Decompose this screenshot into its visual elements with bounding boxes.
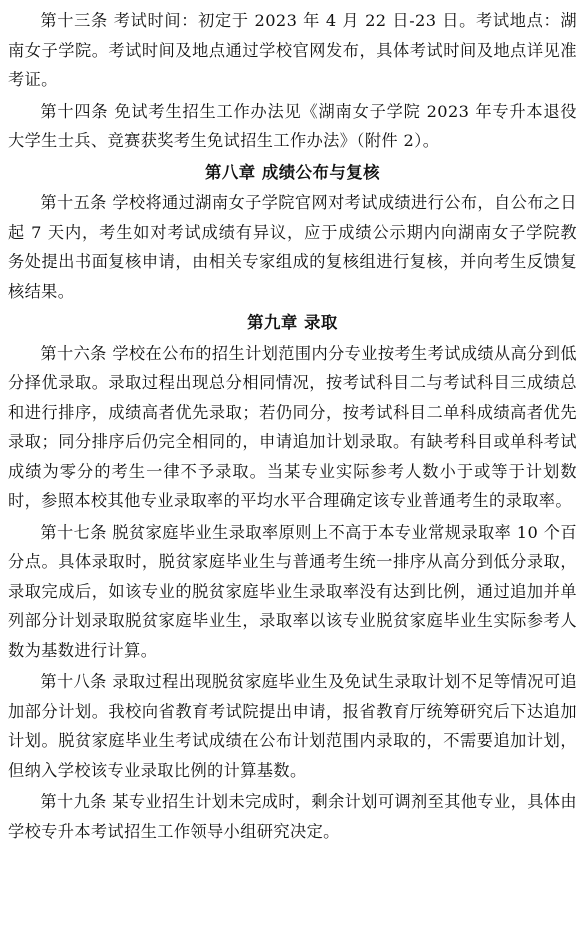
article-16-paragraph: 第十六条 学校在公布的招生计划范围内分专业按考生考试成绩从高分到低分择优录取。录取过程出现总分相同情况，按考试科目二与考试科目三成绩总和进行排序，成绩高者优先录取；若仍同分，按考试科目二单科成绩高者优先录取；同分排序后仍完全相同的，申请追加计划录取。有缺考科目或单科考试成绩为零分的考生一律不予录取。当某专业实际参考人数小于或等于计划数时，参照本校其他专业录取率的平均水平合理确定该专业普通考生的录取率。 <box>8 343 577 510</box>
article-13-paragraph: 第十三条 考试时间：初定于 2023 年 4 月 22 日-23 日。考试地点：湖南女子学院。考试时间及地点通过学校官网发布，具体考试时间及地点详见准考证。 <box>8 11 577 89</box>
chapter-9-heading: 第九章 录取 <box>247 313 338 332</box>
article-15-paragraph: 第十五条 学校将通过湖南女子学院官网对考试成绩进行公布，自公布之日起 7 天内，考生如对考试成绩有异议，应于成绩公示期内向湖南女子学院教务处提出书面复核申请，由相关专家组成的复核组进行复核，并向考生反馈复核结果。 <box>8 193 577 301</box>
article-14-paragraph: 第十四条 免试考生招生工作办法见《湖南女子学院 2023 年专升本退役大学生士兵、竞赛获奖考生免试招生工作办法》（附件 2）。 <box>8 101 577 150</box>
article-19-paragraph: 第十九条 某专业招生计划未完成时，剩余计划可调剂至其他专业，具体由学校专升本考试招生工作领导小组研究决定。 <box>8 792 577 841</box>
chapter-8-heading: 第八章 成绩公布与复核 <box>204 162 381 182</box>
article-17-paragraph: 第十七条 脱贫家庭毕业生录取率原则上不高于本专业常规录取率 10 个百分点。具体录取时，脱贫家庭毕业生与普通考生统一排序从高分到低分录取，录取完成后，如该专业的脱贫家庭毕业生录取率没有达到比例，通过追加并单列部分计划录取脱贫家庭毕业生，录取率以该专业脱贫家庭毕业生实际参考人数为基数进行计算。 <box>8 522 577 660</box>
article-18-paragraph: 第十八条 录取过程出现脱贫家庭毕业生及免试生录取计划不足等情况可追加部分计划。我校向省教育考试院提出申请，报省教育厅统筹研究后下达追加计划。脱贫家庭毕业生考试成绩在公布计划范围内录取的，不需要追加计划，但纳入学校该专业录取比例的计算基数。 <box>8 672 577 780</box>
